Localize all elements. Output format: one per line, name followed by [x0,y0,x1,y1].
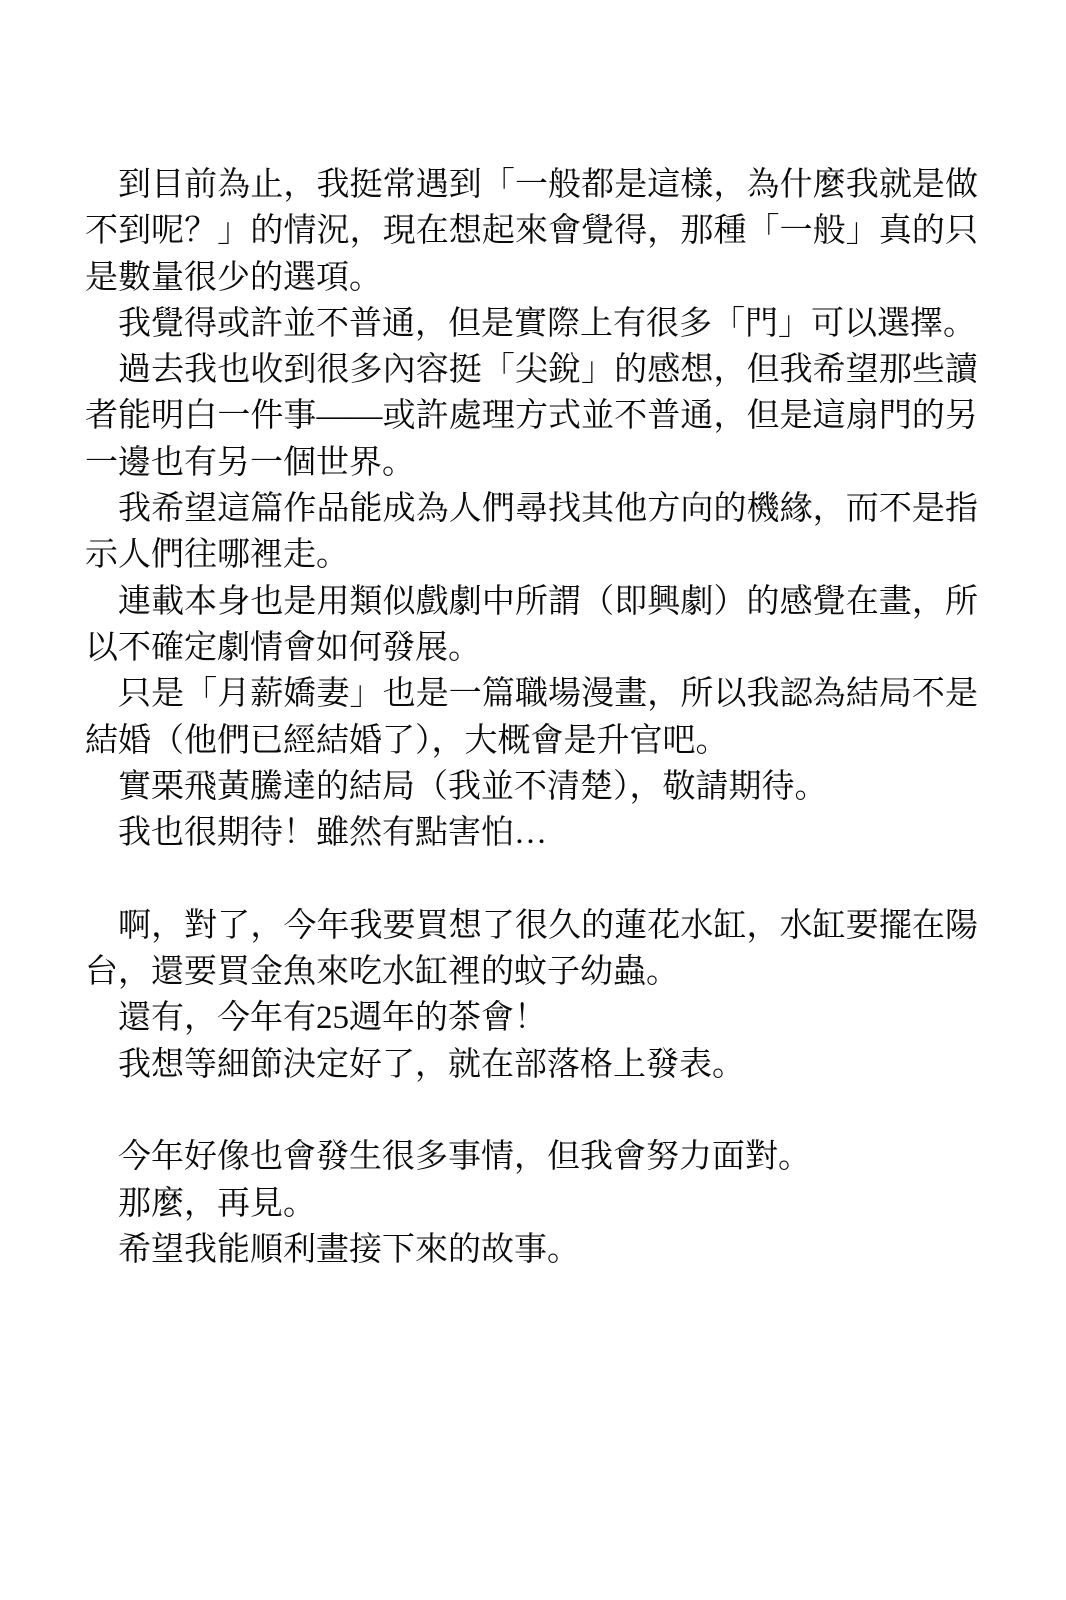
paragraph-10: 還有，今年有25週年的茶會！ [118,1000,547,1037]
paragraph-9: 啊，對了，今年我要買想了很久的蓮花水缸，水缸要擺在陽台，還要買金魚來吃水缸裡的蚊子幼蟲。 [85,907,978,991]
paragraph-13: 那麼，再見。 [118,1185,316,1222]
paragraph-1: 到目前為止，我挺常遇到「一般都是這樣，為什麼我就是做不到呢？」的情況，現在想起來會覺得，那種「一般」真的只是數量很少的選項。 [85,167,978,296]
paragraph-8: 我也很期待！雖然有點害怕… [118,815,547,852]
paragraph-3: 過去我也收到很多內容挺「尖銳」的感想，但我希望那些讀者能明白一件事——或許處理方式並不普通，但是這扇門的另一邊也有另一個世界。 [85,352,978,481]
paragraph-12: 今年好像也會發生很多事情，但我會努力面對。 [118,1139,811,1176]
paragraph-4: 我希望這篇作品能成為人們尋找其他方向的機緣，而不是指示人們往哪裡走。 [85,491,978,574]
paragraph-5: 連載本身也是用類似戲劇中所謂（即興劇）的感覺在畫，所以不確定劇情會如何發展。 [85,583,978,666]
paragraph-14: 希望我能順利畫接下來的故事。 [118,1231,580,1268]
paragraph-6: 只是「月薪嬌妻」也是一篇職場漫畫，所以我認為結局不是結婚（他們已經結婚了），大概會是升官吧。 [85,676,978,759]
paragraph-2: 我覺得或許並不普通，但是實際上有很多「門」可以選擇。 [118,305,976,342]
afterword-text-block [85,162,978,1273]
paragraph-11: 我想等細節決定好了，就在部落格上發表。 [118,1046,745,1083]
paragraph-7: 實栗飛黃騰達的結局（我並不清楚），敬請期待。 [118,768,828,805]
